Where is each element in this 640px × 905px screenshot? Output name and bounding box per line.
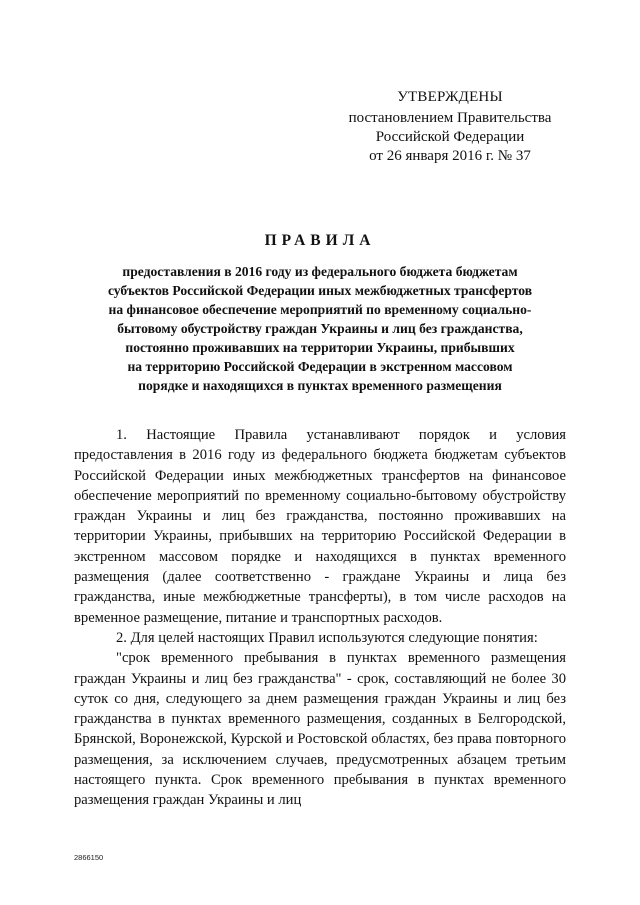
document-body — [74, 425, 566, 811]
subtitle-line: на финансовое обеспечение мероприятий по временному социально- — [108, 302, 532, 317]
approval-stamp — [330, 88, 570, 166]
subtitle-line: на территорию Российской Федерации в экстренном массовом — [127, 359, 513, 374]
subtitle-line: бытовому обустройству граждан Украины и лиц без гражданства, — [117, 321, 523, 336]
subtitle-line: предоставления в 2016 году из федерального бюджета бюджетам — [122, 264, 518, 279]
document-subtitle — [60, 262, 580, 395]
paragraph-1: 1. Настоящие Правила устанавливают порядок и условия предоставления в 2016 году из федерального бюджета бюджетам субъектов Российской Федерации иных межбюджетных трансфертов на финансовое обеспечение мероприятий по временному социально-бытовому обустройству граждан Украины и лиц без гражданства, постоянно проживавших на территории Украины, прибывших на территорию Российской Федерации в экстренном массовом порядке и находящихся в пунктах временного размещения (далее соответственно - граждане Украины и лица без гражданства, иные межбюджетные трансферты), в том числе расходов на временное размещение, питание и транспортных расходов. — [74, 427, 566, 626]
approval-date-number: от 26 января 2016 г. № 37 — [369, 148, 531, 164]
approval-line-1: постановлением Правительства — [348, 110, 552, 126]
subtitle-line: субъектов Российской Федерации иных межбюджетных трансфертов — [107, 283, 533, 298]
approval-heading: УТВЕРЖДЕНЫ — [397, 89, 503, 105]
approval-line-2: Российской Федерации — [375, 129, 525, 145]
subtitle-line: порядке и находящихся в пунктах временного размещения — [138, 378, 502, 393]
document-title: ПРАВИЛА — [264, 232, 376, 249]
paragraph-3: "срок временного пребывания в пунктах временного размещения граждан Украины и лиц без гражданства" - срок, составляющий не более 30 суток со дня, следующего за днем размещения граждан Украины и лиц без гражданства в пунктах временного размещения, созданных в Белгородской, Брянской, Воронежской, Курской и Ростовской областях, без права повторного размещения, за исключением случаев, предусмотренных абзацем третьим настоящего пункта. Срок временного пребывания в пунктах временного размещения граждан Украины и лиц — [74, 650, 566, 809]
footer-code: 2866150 — [74, 853, 104, 862]
paragraph-2: 2. Для целей настоящих Правил используются следующие понятия: — [116, 629, 538, 646]
subtitle-line: постоянно проживавших на территории Украины, прибывших — [125, 340, 515, 355]
